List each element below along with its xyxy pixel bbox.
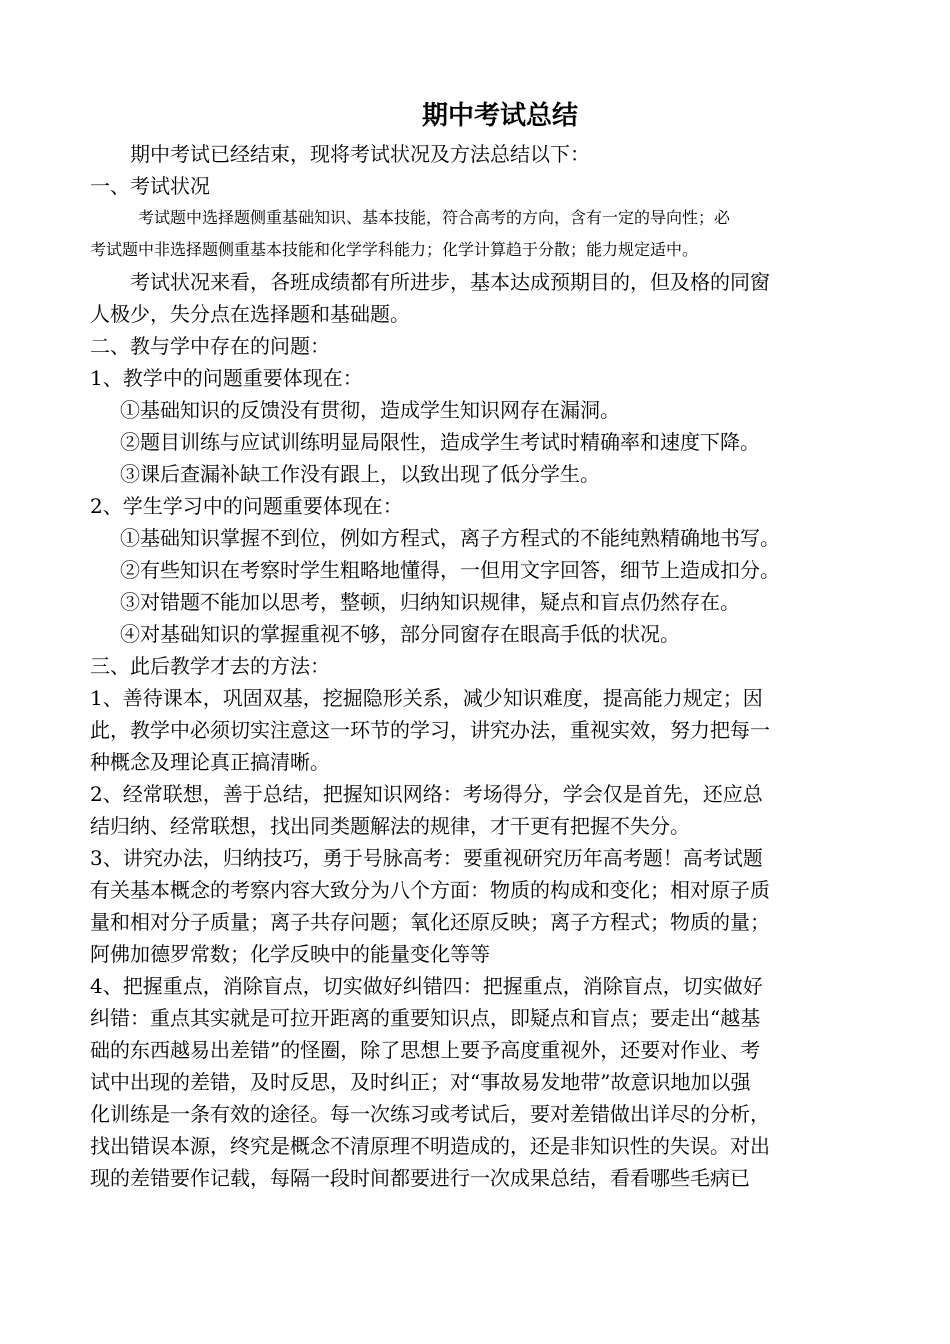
- paragraph-line: 4、把握重点，消除盲点，切实做好纠错四：把握重点，消除盲点，切实做好: [90, 974, 763, 998]
- intro-paragraph: 期中考试已经结束，现将考试状况及方法总结以下：: [130, 142, 590, 166]
- paragraph-line: 考试题中选择题侧重基础知识、基本技能，符合高考的方向，含有一定的导向性；必: [138, 208, 731, 227]
- section-heading: 一、考试状况: [90, 174, 210, 198]
- list-item: ①基础知识的反馈没有贯彻，造成学生知识网存在漏洞。: [120, 398, 620, 422]
- document-page: [90, 96, 870, 1194]
- page-title: 期中考试总结: [421, 101, 578, 131]
- subsection-heading: 1、教学中的问题重要体现在：: [90, 366, 363, 390]
- paragraph-line: 纠错：重点其实就是可拉开距离的重要知识点，即疑点和盲点；要走出“越基: [90, 1006, 761, 1030]
- section-methods: [90, 650, 870, 1194]
- paragraph-line: 试中出现的差错，及时反思，及时纠正；对“事故易发地带”故意识地加以强: [90, 1070, 751, 1094]
- list-item: ④对基础知识的掌握重视不够，部分同窗存在眼高手低的状况。: [120, 622, 680, 646]
- paragraph-line: 现的差错要作记载，每隔一段时间都要进行一次成果总结，看看哪些毛病已: [90, 1166, 750, 1190]
- list-item: ②题目训练与应试训练明显局限性，造成学生考试时精确率和速度下降。: [120, 430, 760, 454]
- paragraph-line: 结归纳、经常联想，找出同类题解法的规律，才干更有把握不失分。: [90, 814, 690, 838]
- list-item: ②有些知识在考察时学生粗略地懂得，一但用文字回答，细节上造成扣分。: [120, 558, 780, 582]
- section-problems: [90, 330, 870, 650]
- section-heading: 三、此后教学才去的方法：: [90, 654, 330, 678]
- paragraph-line: 化训练是一条有效的途径。每一次练习或考试后，要对差错做出详尽的分析，: [90, 1102, 770, 1126]
- paragraph-line: 考试状况来看，各班成绩都有所进步，基本达成预期目的，但及格的同窗: [130, 270, 770, 294]
- subsection-heading: 2、学生学习中的问题重要体现在：: [90, 494, 403, 518]
- paragraph-line: 此，教学中必须切实注意这一环节的学习，讲究办法，重视实效，努力把每一: [90, 718, 770, 742]
- paragraph-line: 考试题中非选择题侧重基本技能和化学学科能力；化学计算趋于分散；能力规定适中。: [90, 240, 699, 259]
- paragraph-line: 人极少，失分点在选择题和基础题。: [90, 302, 410, 326]
- method-point-2: [90, 778, 870, 842]
- paragraph-line: 量和相对分子质量；离子共存问题；氧化还原反映；离子方程式；物质的量；: [90, 910, 770, 934]
- paragraph-line: 3、讲究办法，归纳技巧，勇于号脉高考：要重视研究历年高考题！高考试题: [90, 846, 763, 870]
- section-exam-status: [90, 170, 870, 330]
- paragraph-line: 2、经常联想，善于总结，把握知识网络：考场得分，学会仅是首先，还应总: [90, 782, 763, 806]
- paragraph-line: 种概念及理论真正搞清晰。: [90, 750, 330, 774]
- paragraph-line: 1、善待课本，巩固双基，挖掘隐形关系，减少知识难度，提高能力规定；因: [90, 686, 763, 710]
- method-point-3: [90, 842, 870, 970]
- list-item: ①基础知识掌握不到位，例如方程式，离子方程式的不能纯熟精确地书写。: [120, 526, 780, 550]
- method-point-1: [90, 682, 870, 778]
- method-point-4: [90, 970, 870, 1194]
- section-heading: 二、教与学中存在的问题：: [90, 334, 330, 358]
- paragraph-line: 阿佛加德罗常数；化学反映中的能量变化等等: [90, 942, 490, 966]
- list-item: ③对错题不能加以思考，整顿，归纳知识规律，疑点和盲点仍然存在。: [120, 590, 740, 614]
- list-item: ③课后查漏补缺工作没有跟上，以致出现了低分学生。: [120, 462, 600, 486]
- paragraph-line: 找出错误本源，终究是概念不清原理不明造成的，还是非知识性的失误。对出: [90, 1134, 770, 1158]
- paragraph-line: 础的东西越易出差错”的怪圈，除了思想上要予高度重视外，还要对作业、考: [90, 1038, 761, 1062]
- paragraph-line: 有关基本概念的考察内容大致分为八个方面：物质的构成和变化；相对原子质: [90, 878, 770, 902]
